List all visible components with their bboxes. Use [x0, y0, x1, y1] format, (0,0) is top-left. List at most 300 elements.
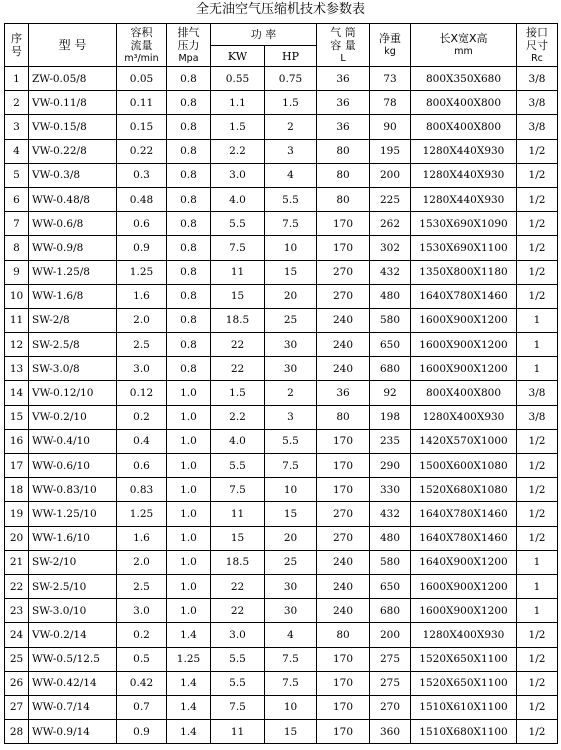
cell-flow: 0.15	[117, 115, 167, 139]
cell-model: SW-2.5/10	[29, 574, 117, 598]
cell-pressure: 0.8	[167, 357, 211, 381]
cell-port: 1	[517, 574, 558, 598]
cell-model: WW-0.9/14	[29, 720, 117, 744]
header-hp: HP	[265, 46, 317, 67]
cell-pressure: 1.4	[167, 720, 211, 744]
cell-tank: 80	[317, 405, 370, 429]
cell-index: 10	[5, 284, 29, 308]
cell-tank: 240	[317, 333, 370, 357]
cell-flow: 0.05	[117, 67, 167, 91]
cell-kw: 5.5	[211, 647, 265, 671]
cell-model: WW-0.42/14	[29, 671, 117, 695]
cell-dimensions: 1350X800X1180	[411, 260, 517, 284]
cell-pressure: 0.8	[167, 67, 211, 91]
cell-kw: 2.2	[211, 139, 265, 163]
cell-kw: 7.5	[211, 236, 265, 260]
cell-dimensions: 1280X400X930	[411, 623, 517, 647]
cell-model: VW-0.11/8	[29, 91, 117, 115]
cell-dimensions: 1510X680X1100	[411, 720, 517, 744]
cell-port: 3/8	[517, 67, 558, 91]
cell-tank: 36	[317, 115, 370, 139]
cell-index: 20	[5, 526, 29, 550]
cell-kw: 3.0	[211, 623, 265, 647]
cell-kw: 15	[211, 526, 265, 550]
cell-weight: 580	[370, 550, 411, 574]
table-row	[5, 574, 558, 598]
cell-index: 18	[5, 478, 29, 502]
cell-hp: 15	[265, 720, 317, 744]
table-body	[5, 67, 558, 744]
table-row	[5, 599, 558, 623]
table-row	[5, 260, 558, 284]
cell-dimensions: 800X350X680	[411, 67, 517, 91]
cell-weight: 90	[370, 115, 411, 139]
cell-model: VW-0.12/10	[29, 381, 117, 405]
cell-weight: 432	[370, 260, 411, 284]
cell-flow: 2.5	[117, 333, 167, 357]
table-row	[5, 115, 558, 139]
cell-weight: 92	[370, 381, 411, 405]
cell-tank: 170	[317, 478, 370, 502]
cell-index: 1	[5, 67, 29, 91]
cell-model: WW-1.6/8	[29, 284, 117, 308]
cell-hp: 20	[265, 284, 317, 308]
cell-weight: 650	[370, 333, 411, 357]
cell-weight: 432	[370, 502, 411, 526]
cell-pressure: 1.0	[167, 574, 211, 598]
cell-port: 1/2	[517, 671, 558, 695]
cell-index: 7	[5, 212, 29, 236]
cell-dimensions: 800X400X800	[411, 91, 517, 115]
cell-dimensions: 1640X780X1460	[411, 526, 517, 550]
table-row	[5, 91, 558, 115]
cell-dimensions: 1280X400X930	[411, 405, 517, 429]
header-net-weight: 净重 kg	[370, 24, 411, 67]
cell-model: SW-2.5/8	[29, 333, 117, 357]
cell-kw: 11	[211, 720, 265, 744]
cell-dimensions: 1530X690X1090	[411, 212, 517, 236]
cell-pressure: 1.0	[167, 502, 211, 526]
cell-pressure: 0.8	[167, 212, 211, 236]
cell-hp: 30	[265, 333, 317, 357]
cell-tank: 170	[317, 429, 370, 453]
cell-dimensions: 1600X900X1200	[411, 599, 517, 623]
cell-index: 21	[5, 550, 29, 574]
header-port-size: 接口 尺寸 Rc	[517, 24, 558, 67]
cell-weight: 275	[370, 671, 411, 695]
table-row	[5, 454, 558, 478]
cell-dimensions: 1530X690X1100	[411, 236, 517, 260]
cell-flow: 0.11	[117, 91, 167, 115]
cell-kw: 15	[211, 284, 265, 308]
cell-port: 1/2	[517, 284, 558, 308]
cell-port: 1/2	[517, 260, 558, 284]
cell-model: SW-2/8	[29, 308, 117, 332]
cell-dimensions: 800X400X800	[411, 115, 517, 139]
cell-model: VW-0.2/14	[29, 623, 117, 647]
header-model: 型 号	[29, 24, 117, 67]
cell-port: 3/8	[517, 405, 558, 429]
cell-dimensions: 1600X900X1200	[411, 357, 517, 381]
cell-pressure: 1.4	[167, 623, 211, 647]
cell-pressure: 1.0	[167, 526, 211, 550]
cell-index: 23	[5, 599, 29, 623]
cell-kw: 18.5	[211, 308, 265, 332]
cell-hp: 7.5	[265, 454, 317, 478]
cell-tank: 170	[317, 695, 370, 719]
cell-index: 15	[5, 405, 29, 429]
cell-model: WW-0.48/8	[29, 187, 117, 211]
cell-kw: 3.0	[211, 163, 265, 187]
cell-model: WW-1.25/8	[29, 260, 117, 284]
cell-weight: 262	[370, 212, 411, 236]
cell-weight: 275	[370, 647, 411, 671]
cell-index: 24	[5, 623, 29, 647]
table-row	[5, 526, 558, 550]
cell-index: 2	[5, 91, 29, 115]
cell-weight: 200	[370, 623, 411, 647]
cell-port: 1/2	[517, 502, 558, 526]
cell-port: 1/2	[517, 212, 558, 236]
cell-hp: 10	[265, 695, 317, 719]
cell-tank: 36	[317, 381, 370, 405]
cell-dimensions: 1520X650X1100	[411, 671, 517, 695]
header-kw: KW	[211, 46, 265, 67]
cell-port: 3/8	[517, 381, 558, 405]
cell-weight: 302	[370, 236, 411, 260]
cell-pressure: 0.8	[167, 236, 211, 260]
cell-index: 3	[5, 115, 29, 139]
cell-flow: 0.6	[117, 212, 167, 236]
table-row	[5, 357, 558, 381]
cell-port: 1	[517, 599, 558, 623]
cell-index: 4	[5, 139, 29, 163]
cell-tank: 36	[317, 67, 370, 91]
cell-dimensions: 1280X440X930	[411, 187, 517, 211]
cell-tank: 170	[317, 647, 370, 671]
cell-pressure: 1.25	[167, 647, 211, 671]
cell-hp: 5.5	[265, 429, 317, 453]
cell-dimensions: 1640X780X1460	[411, 502, 517, 526]
table-row	[5, 67, 558, 91]
cell-model: WW-0.6/10	[29, 454, 117, 478]
cell-model: WW-0.7/14	[29, 695, 117, 719]
cell-flow: 0.12	[117, 381, 167, 405]
cell-port: 3/8	[517, 91, 558, 115]
table-row	[5, 236, 558, 260]
cell-weight: 290	[370, 454, 411, 478]
cell-weight: 195	[370, 139, 411, 163]
cell-kw: 22	[211, 357, 265, 381]
cell-model: VW-0.15/8	[29, 115, 117, 139]
cell-port: 1	[517, 357, 558, 381]
cell-model: SW-3.0/8	[29, 357, 117, 381]
cell-port: 1/2	[517, 720, 558, 744]
cell-tank: 240	[317, 308, 370, 332]
cell-index: 12	[5, 333, 29, 357]
cell-pressure: 0.8	[167, 139, 211, 163]
cell-pressure: 1.0	[167, 429, 211, 453]
table-row	[5, 187, 558, 211]
cell-dimensions: 1600X900X1200	[411, 574, 517, 598]
cell-pressure: 0.8	[167, 91, 211, 115]
cell-weight: 480	[370, 284, 411, 308]
table-row	[5, 405, 558, 429]
cell-tank: 270	[317, 284, 370, 308]
cell-dimensions: 1510X610X1100	[411, 695, 517, 719]
header-pressure: 排气 压力 Mpa	[167, 24, 211, 67]
cell-weight: 480	[370, 526, 411, 550]
cell-kw: 4.0	[211, 187, 265, 211]
cell-index: 14	[5, 381, 29, 405]
cell-tank: 170	[317, 671, 370, 695]
table-row	[5, 284, 558, 308]
table-row	[5, 550, 558, 574]
cell-tank: 170	[317, 212, 370, 236]
cell-model: WW-0.83/10	[29, 478, 117, 502]
table-row	[5, 163, 558, 187]
cell-hp: 2	[265, 115, 317, 139]
cell-kw: 1.5	[211, 381, 265, 405]
cell-tank: 240	[317, 599, 370, 623]
cell-tank: 170	[317, 236, 370, 260]
cell-hp: 3	[265, 405, 317, 429]
cell-index: 16	[5, 429, 29, 453]
cell-weight: 200	[370, 163, 411, 187]
cell-flow: 0.22	[117, 139, 167, 163]
cell-kw: 5.5	[211, 212, 265, 236]
cell-flow: 0.4	[117, 429, 167, 453]
table-row	[5, 212, 558, 236]
cell-pressure: 0.8	[167, 284, 211, 308]
cell-port: 1/2	[517, 695, 558, 719]
cell-pressure: 0.8	[167, 333, 211, 357]
table-row	[5, 308, 558, 332]
cell-port: 1/2	[517, 526, 558, 550]
cell-flow: 1.25	[117, 502, 167, 526]
cell-model: VW-0.3/8	[29, 163, 117, 187]
cell-model: SW-2/10	[29, 550, 117, 574]
cell-hp: 10	[265, 236, 317, 260]
table-row	[5, 502, 558, 526]
cell-pressure: 0.8	[167, 163, 211, 187]
cell-tank: 80	[317, 163, 370, 187]
cell-model: WW-1.6/10	[29, 526, 117, 550]
header-tank-volume: 气 筒 容 量 L	[317, 24, 370, 67]
header-volume-flow: 容积 流量 m³/min	[117, 24, 167, 67]
cell-pressure: 1.0	[167, 381, 211, 405]
cell-flow: 3.0	[117, 357, 167, 381]
table-row	[5, 671, 558, 695]
cell-pressure: 1.0	[167, 478, 211, 502]
cell-flow: 0.2	[117, 623, 167, 647]
cell-model: WW-1.25/10	[29, 502, 117, 526]
cell-tank: 80	[317, 623, 370, 647]
cell-hp: 7.5	[265, 671, 317, 695]
cell-dimensions: 1520X680X1080	[411, 478, 517, 502]
cell-weight: 270	[370, 695, 411, 719]
cell-weight: 330	[370, 478, 411, 502]
cell-kw: 1.5	[211, 115, 265, 139]
cell-flow: 0.83	[117, 478, 167, 502]
cell-kw: 22	[211, 599, 265, 623]
cell-hp: 2	[265, 381, 317, 405]
cell-index: 9	[5, 260, 29, 284]
cell-kw: 5.5	[211, 454, 265, 478]
cell-hp: 4	[265, 163, 317, 187]
cell-index: 19	[5, 502, 29, 526]
cell-weight: 650	[370, 574, 411, 598]
cell-flow: 0.2	[117, 405, 167, 429]
cell-flow: 3.0	[117, 599, 167, 623]
cell-dimensions: 1600X900X1200	[411, 308, 517, 332]
cell-index: 27	[5, 695, 29, 719]
cell-flow: 1.25	[117, 260, 167, 284]
cell-model: VW-0.22/8	[29, 139, 117, 163]
cell-dimensions: 1640X780X1460	[411, 284, 517, 308]
cell-kw: 11	[211, 502, 265, 526]
table-row	[5, 623, 558, 647]
cell-kw: 18.5	[211, 550, 265, 574]
cell-pressure: 1.4	[167, 695, 211, 719]
header-index: 序 号	[5, 24, 29, 67]
cell-weight: 235	[370, 429, 411, 453]
cell-weight: 360	[370, 720, 411, 744]
cell-hp: 15	[265, 260, 317, 284]
cell-index: 25	[5, 647, 29, 671]
cell-index: 22	[5, 574, 29, 598]
cell-kw: 22	[211, 574, 265, 598]
cell-kw: 4.0	[211, 429, 265, 453]
cell-tank: 80	[317, 139, 370, 163]
cell-weight: 198	[370, 405, 411, 429]
cell-hp: 25	[265, 308, 317, 332]
cell-hp: 30	[265, 574, 317, 598]
cell-pressure: 1.4	[167, 671, 211, 695]
cell-kw: 0.55	[211, 67, 265, 91]
cell-port: 1	[517, 550, 558, 574]
table-row	[5, 478, 558, 502]
cell-port: 1	[517, 333, 558, 357]
cell-tank: 36	[317, 91, 370, 115]
cell-hp: 1.5	[265, 91, 317, 115]
cell-tank: 240	[317, 550, 370, 574]
cell-tank: 80	[317, 187, 370, 211]
cell-model: SW-3.0/10	[29, 599, 117, 623]
cell-hp: 7.5	[265, 212, 317, 236]
cell-kw: 7.5	[211, 695, 265, 719]
cell-pressure: 0.8	[167, 308, 211, 332]
cell-flow: 0.9	[117, 236, 167, 260]
cell-tank: 170	[317, 454, 370, 478]
cell-hp: 20	[265, 526, 317, 550]
cell-tank: 270	[317, 260, 370, 284]
table-row	[5, 333, 558, 357]
cell-pressure: 1.0	[167, 550, 211, 574]
cell-flow: 0.48	[117, 187, 167, 211]
cell-pressure: 0.8	[167, 260, 211, 284]
cell-model: VW-0.2/10	[29, 405, 117, 429]
cell-weight: 680	[370, 357, 411, 381]
cell-tank: 240	[317, 357, 370, 381]
cell-tank: 270	[317, 502, 370, 526]
cell-hp: 25	[265, 550, 317, 574]
cell-port: 3/8	[517, 115, 558, 139]
cell-index: 8	[5, 236, 29, 260]
cell-kw: 7.5	[211, 478, 265, 502]
cell-dimensions: 1280X440X930	[411, 139, 517, 163]
cell-pressure: 0.8	[167, 115, 211, 139]
cell-kw: 11	[211, 260, 265, 284]
cell-kw: 1.1	[211, 91, 265, 115]
cell-hp: 15	[265, 502, 317, 526]
cell-flow: 1.6	[117, 284, 167, 308]
cell-index: 11	[5, 308, 29, 332]
cell-port: 1/2	[517, 647, 558, 671]
cell-pressure: 1.0	[167, 405, 211, 429]
cell-index: 28	[5, 720, 29, 744]
table-row	[5, 381, 558, 405]
cell-hp: 4	[265, 623, 317, 647]
cell-tank: 170	[317, 720, 370, 744]
cell-flow: 0.5	[117, 647, 167, 671]
cell-port: 1/2	[517, 187, 558, 211]
cell-flow: 0.9	[117, 720, 167, 744]
cell-dimensions: 1600X900X1200	[411, 333, 517, 357]
cell-model: WW-0.9/8	[29, 236, 117, 260]
cell-tank: 270	[317, 526, 370, 550]
cell-weight: 580	[370, 308, 411, 332]
cell-index: 13	[5, 357, 29, 381]
cell-model: WW-0.4/10	[29, 429, 117, 453]
cell-dimensions: 1500X600X1080	[411, 454, 517, 478]
cell-pressure: 1.0	[167, 454, 211, 478]
cell-weight: 73	[370, 67, 411, 91]
cell-hp: 10	[265, 478, 317, 502]
cell-hp: 30	[265, 357, 317, 381]
cell-flow: 0.3	[117, 163, 167, 187]
cell-kw: 2.2	[211, 405, 265, 429]
cell-index: 17	[5, 454, 29, 478]
cell-flow: 2.0	[117, 550, 167, 574]
cell-port: 1/2	[517, 623, 558, 647]
cell-port: 1/2	[517, 139, 558, 163]
table-row	[5, 695, 558, 719]
cell-dimensions: 1420X570X1000	[411, 429, 517, 453]
cell-flow: 0.6	[117, 454, 167, 478]
cell-model: WW-0.6/8	[29, 212, 117, 236]
cell-index: 5	[5, 163, 29, 187]
cell-dimensions: 1640X900X1200	[411, 550, 517, 574]
cell-kw: 5.5	[211, 671, 265, 695]
cell-hp: 0.75	[265, 67, 317, 91]
cell-dimensions: 1280X440X930	[411, 163, 517, 187]
table-row	[5, 647, 558, 671]
cell-flow: 2.0	[117, 308, 167, 332]
header-dimensions: 长X宽X高 mm	[411, 24, 517, 67]
cell-flow: 0.7	[117, 695, 167, 719]
table-row	[5, 139, 558, 163]
cell-kw: 22	[211, 333, 265, 357]
cell-port: 1/2	[517, 236, 558, 260]
cell-hp: 5.5	[265, 187, 317, 211]
cell-weight: 225	[370, 187, 411, 211]
cell-port: 1/2	[517, 163, 558, 187]
cell-pressure: 0.8	[167, 187, 211, 211]
cell-port: 1/2	[517, 429, 558, 453]
cell-index: 6	[5, 187, 29, 211]
cell-tank: 240	[317, 574, 370, 598]
